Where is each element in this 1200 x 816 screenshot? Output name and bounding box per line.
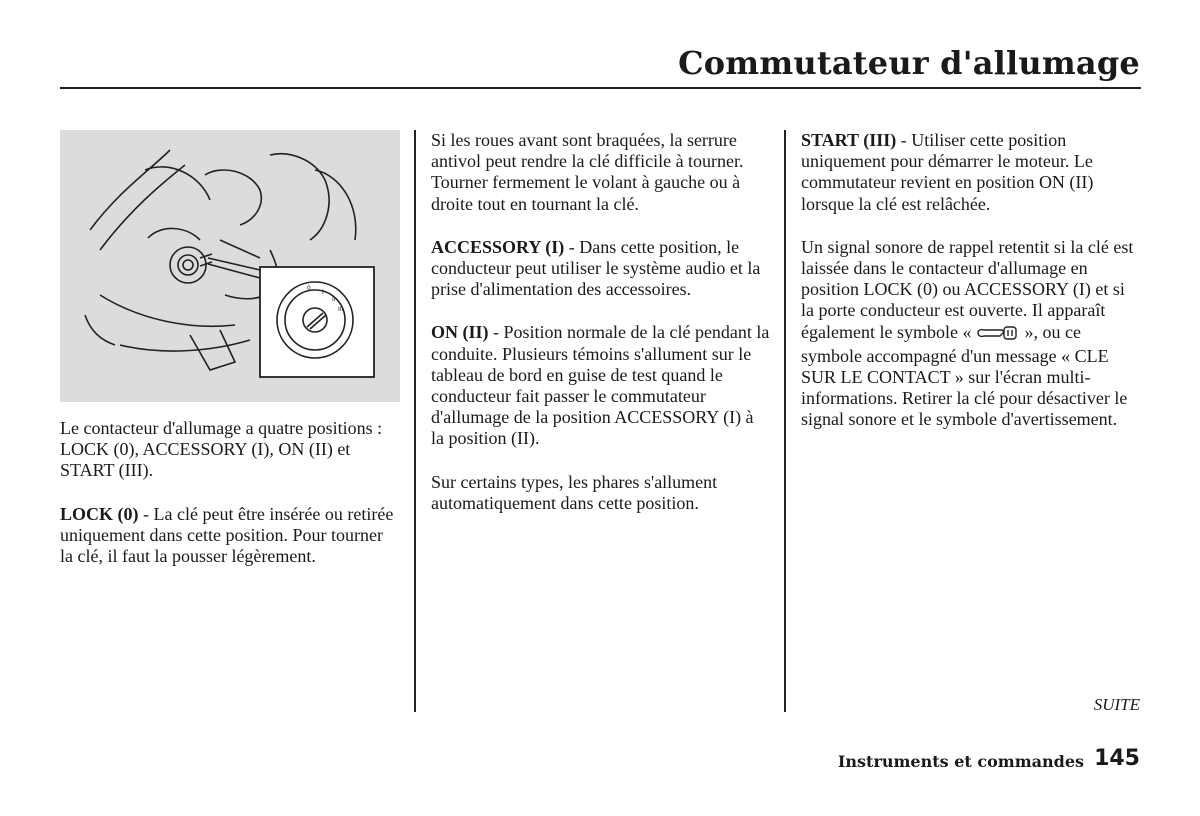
phares-text: Sur certains types, les phares s'allument automatiquement dans cette position. [431, 471, 718, 513]
accessory-paragraph [431, 237, 771, 301]
column-2 [431, 130, 771, 536]
svg-text:III: III [338, 306, 344, 313]
page-number: 145 [1094, 746, 1140, 771]
start-text: - Utiliser cette position uniquement pour démarrer le moteur. Le commutateur revient en position ON (II) lorsque la clé est relâchée. [801, 130, 1094, 214]
accessory-term: ACCESSORY (I) [431, 236, 565, 257]
svg-text:I: I [322, 289, 324, 296]
signal-text-part2: », ou ce symbole accompagné d'un message « CLE SUR LE CONTACT » sur l'écran multi-informations. Retirer la clé pour désactiver le signal sonore et le symbole d'avertissement. [801, 321, 1128, 430]
start-paragraph [801, 130, 1141, 215]
svg-text:II: II [332, 296, 336, 303]
signal-text-part1: Un signal sonore de rappel retentit si la clé est laissée dans le contacteur d'allumage en position LOCK (0) ou ACCESSORY (I) et si la porte conducteur est ouverte. Il apparaît également le symbole « [801, 236, 1134, 342]
key-icon [976, 325, 1020, 346]
intro-text: Le contacteur d'allumage a quatre positions : LOCK (0), ACCESSORY (I), ON (II) et START (III). [60, 418, 383, 481]
signal-paragraph [801, 237, 1141, 431]
steer-paragraph [431, 130, 771, 215]
section-label: Instruments et commandes [837, 752, 1084, 771]
lock-term: LOCK (0) [60, 503, 139, 524]
lock-text: - La clé peut être insérée ou retirée uniquement dans cette position. Pour tourner la clé, il faut la pousser légèrement. [60, 503, 394, 567]
ignition-illustration-svg [60, 130, 400, 402]
lock-paragraph [60, 504, 400, 568]
on-paragraph [431, 322, 771, 449]
title-divider [60, 87, 1141, 89]
page-title: Commutateur d'allumage [678, 44, 1140, 82]
on-text: - Position normale de la clé pendant la conduite. Plusieurs témoins s'allument sur le tableau de bord en guise de test quand le conducteur fait passer le commutateur d'allumage de la position ACCESSORY (I) à la position (II). [431, 322, 770, 449]
column-divider-1 [414, 130, 416, 712]
intro-paragraph [60, 418, 400, 482]
column-divider-2 [784, 130, 786, 712]
on-term: ON (II) [431, 322, 489, 343]
ignition-switch-illustration [60, 130, 400, 402]
accessory-text: - Dans cette position, le conducteur peut utiliser le système audio et la prise d'alimentation des accessoires. [431, 236, 761, 300]
start-term: START (III) [801, 130, 897, 150]
column-1 [60, 418, 400, 589]
steer-text: Si les roues avant sont braquées, la serrure antivol peut rendre la clé difficile à tourner. Tourner fermement le volant à gauche ou à droite tout en tournant la clé. [431, 130, 744, 214]
svg-text:0: 0 [307, 285, 311, 292]
phares-paragraph [431, 472, 771, 514]
column-3 [801, 130, 1141, 453]
continued-label: SUITE [1093, 695, 1140, 714]
